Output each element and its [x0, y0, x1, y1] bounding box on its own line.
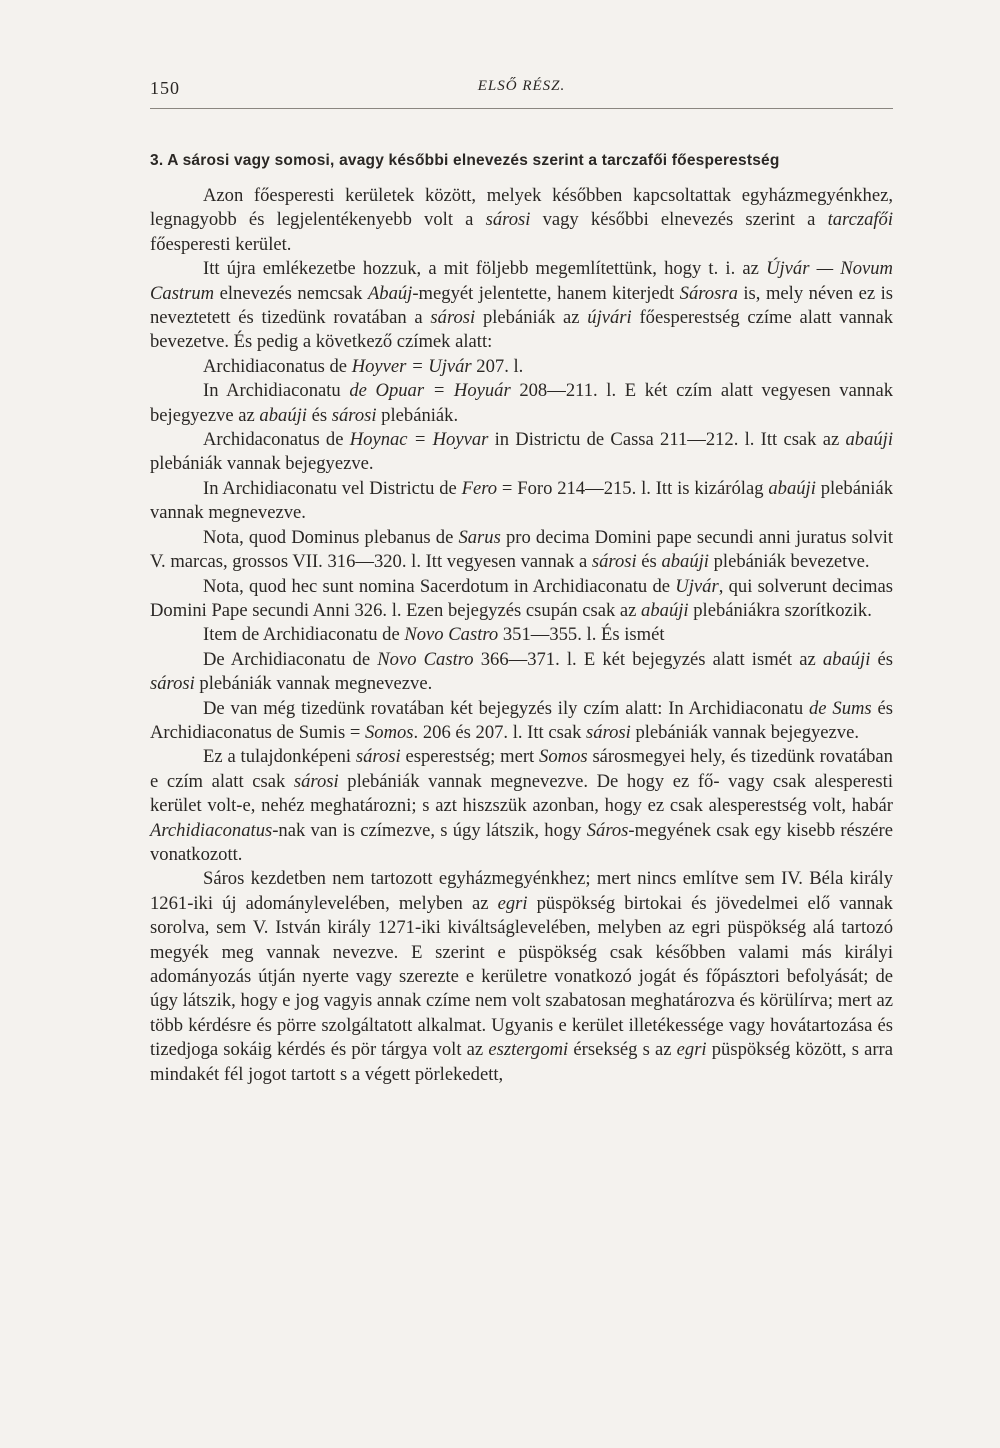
text-run: Sáros kezdetben nem tartozott egyházmegyénkhez; mert nincs említve sem IV. Béla király 1261-iki új adománylevelében, melyben az: [150, 868, 893, 914]
text-run: plebániák bevezetve.: [708, 551, 870, 573]
italic-run: Novo Castro: [377, 648, 474, 670]
text-run: is, mely néven ez is neveztetett és tizedünk rovatában a: [150, 282, 893, 329]
italic-run: egri: [497, 892, 528, 914]
running-head: ELSŐ RÉSZ.: [477, 78, 566, 94]
text-run: In Archidiaconatu vel Districtu de: [203, 477, 462, 499]
text-run: vagy későbbi elnevezés szerint a: [530, 209, 828, 231]
text-run: plebániák.: [376, 404, 459, 426]
italic-run: sárosi: [293, 770, 339, 792]
paragraph: [150, 575, 893, 624]
italic-run: abaúji: [641, 599, 689, 621]
text-run: De Archidiaconatu de: [203, 648, 378, 670]
text-run: plebániák vannak bejegyezve.: [150, 453, 374, 475]
paragraph: [150, 257, 893, 355]
text-run: pro decima Domini pape secundi anni juratus solvit V. marcas, grossos VII. 316—320. l. Itt vegyesen vannak a: [150, 526, 893, 573]
italic-run: Hoyver = Ujvár: [351, 355, 472, 377]
text-run: főesperestség czíme alatt vannak bevezetve. És pedig a következő czímek alatt:: [150, 307, 893, 353]
italic-run: Archidiaconatus: [150, 819, 273, 841]
italic-run: sárosi: [331, 404, 377, 426]
italic-run: sárosi: [355, 746, 401, 768]
paragraph: [150, 379, 893, 428]
italic-run: Fero: [461, 477, 498, 499]
italic-run: Novo Castro: [404, 624, 499, 646]
italic-run: abaúji: [768, 477, 816, 499]
text-run: De van még tizedünk rovatában két bejegyzés ily czím alatt: In Archidiaconatu: [203, 697, 809, 719]
text-run: Nota, quod Dominus plebanus de: [203, 526, 459, 548]
italic-run: Hoynac = Hoyvar: [349, 429, 489, 451]
text-run: 207. l.: [471, 355, 524, 377]
text-run: Archidiaconatus de: [203, 355, 352, 377]
text-run: püspökség birtokai és jövedelmei elő vannak sorolva, sem V. István király 1271-iki kiváltságlevelében, melyben az egri püspökség alá tartozó megyék meg vannak nevezve. E szerint e püspökség csak későbben valami más királyi adományozás útján nyerte vagy szerezte e kerületre vonatkozó jogát és főpásztori befolyását; de úgy látszik, hogy e jog vagyis annak czíme nem volt szabatosan meghatározva és körülírva; mert az több kérdésre és pörre szolgáltatott alkalmat. Ugyanis e kerület illetékessége vagy hovátartozása és tizedjoga sokáig kérdés és pör tárgya volt az: [150, 892, 893, 1061]
text-run: plebániák vannak megnevezve.: [194, 673, 433, 695]
italic-run: Sáros: [586, 819, 629, 841]
italic-run: Ujvár: [675, 575, 719, 597]
italic-run: sárosi: [485, 209, 531, 231]
paragraph: [150, 697, 893, 746]
text-run: esperestség; mert: [400, 746, 540, 768]
body-text: [150, 184, 893, 1087]
italic-run: sárosi: [586, 721, 631, 743]
text-run: plebániák vannak bejegyezve.: [630, 721, 859, 743]
page-header: [150, 78, 893, 109]
italic-run: abaúji: [259, 404, 307, 426]
italic-run: Sárosra: [679, 282, 738, 304]
text-run: Archidaconatus de: [203, 429, 350, 451]
text-run: elnevezés nemcsak: [214, 282, 368, 304]
paragraph: [150, 428, 893, 477]
text-run: Azon főesperesti kerületek között, melyek későbben kapcsoltattak egyházmegyénkhez, legnagyobb és legjelentékenyebb volt a: [150, 185, 893, 231]
italic-run: Sarus: [458, 526, 501, 548]
text-run: és: [636, 551, 662, 573]
italic-run: abaúji: [845, 429, 893, 451]
text-run: -nak van is czímezve, s úgy látszik, hogy: [272, 819, 587, 841]
text-run: főesperesti kerület.: [150, 233, 292, 255]
text-run: 366—371. l. E két bejegyzés alatt ismét az: [473, 648, 823, 670]
text-run: -megyének csak egy kisebb részére vonatkozott.: [150, 819, 893, 865]
text-run: 208—211. l. E két czím alatt vegyesen vannak bejegyezve az: [150, 380, 893, 426]
text-run: püspökség között, s arra mindakét fél jogot tartott s a végett pörlekedett,: [150, 1039, 893, 1085]
paragraph: [150, 477, 893, 526]
text-run: plebániák az: [475, 307, 588, 329]
text-run: 351—355. l. És ismét: [498, 624, 665, 646]
paragraph: [150, 526, 893, 575]
italic-run: tarczafői: [827, 209, 894, 231]
italic-run: egri: [676, 1039, 707, 1061]
text-run: Item de Archidiaconatu de: [203, 624, 405, 646]
text-run: plebániák vannak megnevezve. De hogy ez fő- vagy csak alesperesti kerület volt-e, nehéz meghatározni; s azt hiszszük azonban, hogy ez csak alesperestség volt, habár: [150, 770, 893, 817]
italic-run: Újvár — Novum Castrum: [150, 258, 893, 304]
text-run: plebániák vannak megnevezve.: [150, 477, 893, 524]
text-run: Nota, quod hec sunt nomina Sacerdotum in Archidiaconatu de: [203, 575, 676, 597]
italic-run: abaúji: [822, 648, 871, 670]
italic-run: sárosi: [150, 673, 195, 695]
italic-run: Somos: [364, 721, 414, 743]
text-run: sárosmegyei hely, és tizedünk rovatában e czím alatt csak: [150, 746, 893, 792]
text-run: Ez a tulajdonképeni: [203, 746, 356, 768]
italic-run: sárosi: [591, 551, 637, 573]
italic-run: de Opuar = Hoyuár: [349, 380, 511, 402]
paragraph: [150, 355, 893, 379]
italic-run: Abaúj: [367, 282, 413, 304]
paragraph: [150, 623, 893, 647]
page-number: 150: [150, 78, 180, 98]
italic-run: de Sums: [809, 697, 872, 719]
text-run: = Foro 214—215. l. Itt is kizárólag: [497, 477, 769, 499]
italic-run: abaúji: [661, 551, 709, 573]
text-run: érsekség s az: [568, 1039, 677, 1061]
text-run: és: [306, 404, 332, 426]
paragraph: [150, 184, 893, 257]
text-run: plebániákra szorítkozik.: [688, 599, 872, 621]
text-run: in Districtu de Cassa 211—212. l. Itt csak az: [488, 429, 846, 451]
paragraph: [150, 648, 893, 697]
italic-run: sárosi: [430, 307, 476, 329]
text-run: és Archidiaconatus de Sumis =: [150, 697, 893, 743]
text-run: -megyét jelentette, hanem kiterjedt: [412, 282, 680, 304]
italic-run: újvári: [587, 307, 632, 329]
paragraph: [150, 745, 893, 867]
text-run: In Archidiaconatu: [203, 380, 350, 402]
text-run: Itt újra emlékezetbe hozzuk, a mit följebb megemlítettünk, hogy t. i. az: [203, 258, 767, 280]
italic-run: esztergomi: [488, 1039, 569, 1061]
text-run: és: [870, 648, 894, 670]
section-heading: 3. A sárosi vagy somosi, avagy későbbi elnevezés szerint a tarczafői főesperestség: [150, 152, 780, 169]
text-run: , qui solverunt decimas Domini Pape secundi Anni 326. l. Ezen bejegyzés csupán csak az: [150, 575, 893, 621]
text-run: . 206 és 207. l. Itt csak: [413, 721, 587, 743]
italic-run: Somos: [539, 746, 588, 768]
paragraph: [150, 867, 893, 1087]
